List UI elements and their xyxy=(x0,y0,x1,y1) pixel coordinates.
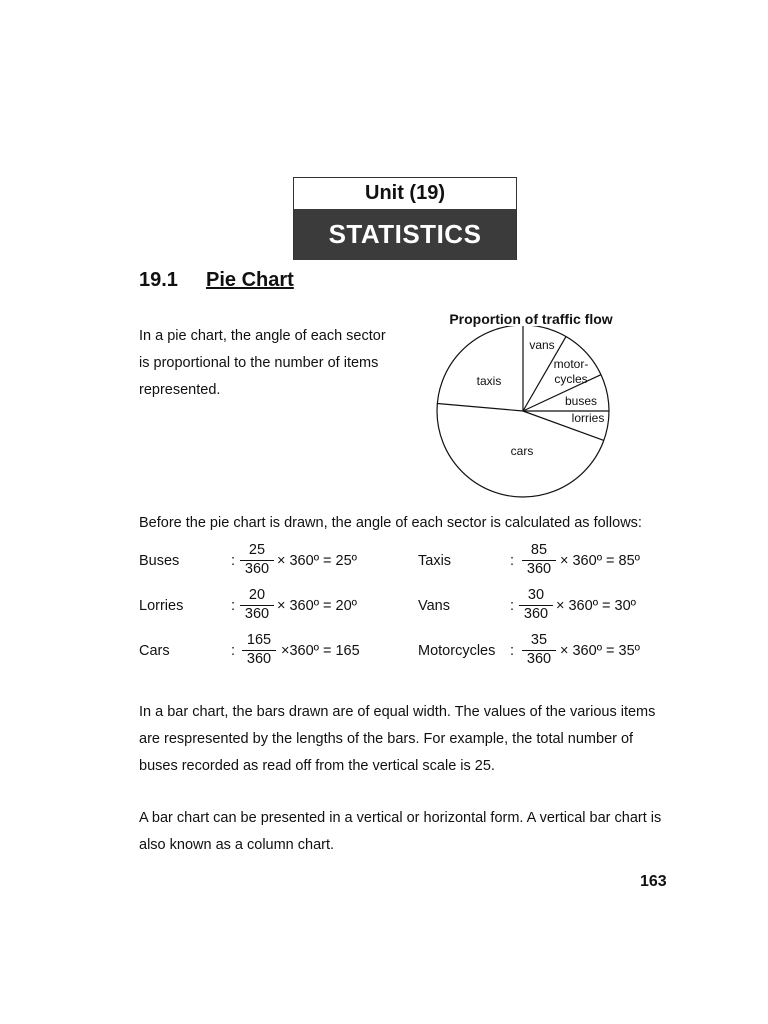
pie-label-vans: vans xyxy=(529,338,555,352)
fraction-numerator: 20 xyxy=(248,587,266,603)
fraction-denominator: 360 xyxy=(244,606,270,622)
calc-result-taxis: × 360º = 85º xyxy=(560,553,640,569)
bar-para-line: are respresented by the lengths of the bars. For example, the total number of xyxy=(139,731,634,747)
bar-form-paragraph xyxy=(139,805,661,859)
calc-colon: : xyxy=(510,553,515,569)
fraction-lorries xyxy=(240,587,274,623)
form-para-line: also known as a column chart. xyxy=(139,837,335,853)
section-number: 19.1 xyxy=(139,269,178,291)
pie-label-buses: buses xyxy=(564,394,598,408)
unit-header xyxy=(293,177,517,260)
fraction-numerator: 25 xyxy=(248,542,266,558)
intro-line: In a pie chart, the angle of each sector xyxy=(139,328,386,344)
calc-result-buses: × 360º = 25º xyxy=(277,553,357,569)
fraction-denominator: 360 xyxy=(246,651,272,667)
pie-label-taxis: taxis xyxy=(476,374,502,388)
intro-line: represented. xyxy=(139,382,221,398)
calc-label-motorcycles: Motorcycles xyxy=(418,643,496,659)
fraction-motorcycles xyxy=(522,632,556,668)
calc-colon: : xyxy=(510,598,515,614)
calc-label-buses: Buses xyxy=(139,553,180,569)
pie-chart xyxy=(430,326,620,498)
fraction-denominator: 360 xyxy=(526,651,552,667)
form-para-line: A bar chart can be presented in a vertical or horizontal form. A vertical bar chart is xyxy=(139,810,662,826)
unit-label: Unit (19) xyxy=(365,182,445,204)
calc-label-taxis: Taxis xyxy=(418,553,452,569)
calc-result-cars: ×360º = 165 xyxy=(281,643,360,659)
fraction-numerator: 85 xyxy=(530,542,548,558)
pie-label-cars: cars xyxy=(510,444,534,458)
calc-label-cars: Cars xyxy=(139,643,170,659)
calc-result-vans: × 360º = 30º xyxy=(556,598,636,614)
pie-chart-title: Proportion of traffic flow xyxy=(449,311,613,327)
bar-para-line: In a bar chart, the bars drawn are of equal width. The values of the various items xyxy=(139,704,656,720)
calc-result-lorries: × 360º = 20º xyxy=(277,598,357,614)
fraction-cars xyxy=(242,632,276,668)
fraction-taxis xyxy=(522,542,556,578)
pie-label-motor: motor- xyxy=(553,357,589,371)
calc-colon: : xyxy=(231,598,236,614)
pie-label-cycles: cycles xyxy=(554,372,588,386)
fraction-buses xyxy=(240,542,274,578)
page-number: 163 xyxy=(640,873,667,890)
fraction-numerator: 30 xyxy=(527,587,545,603)
intro-line: is proportional to the number of items xyxy=(139,355,379,371)
calc-colon: : xyxy=(231,643,236,659)
fraction-denominator: 360 xyxy=(526,561,552,577)
calc-colon: : xyxy=(231,553,236,569)
unit-band-title: STATISTICS xyxy=(294,209,516,260)
bar-para-line: buses recorded as read off from the vertical scale is 25. xyxy=(139,758,495,774)
fraction-denominator: 360 xyxy=(244,561,270,577)
calc-label-vans: Vans xyxy=(418,598,450,614)
section-title: Pie Chart xyxy=(206,269,294,291)
pie-sector-boundary-taxis xyxy=(437,404,523,412)
fraction-numerator: 165 xyxy=(246,632,272,648)
fraction-denominator: 360 xyxy=(523,606,549,622)
calc-intro: Before the pie chart is drawn, the angle of each sector is calculated as follows: xyxy=(139,515,642,531)
fraction-numerator: 35 xyxy=(530,632,548,648)
calc-colon: : xyxy=(510,643,515,659)
calc-result-motorcycles: × 360º = 35º xyxy=(560,643,640,659)
intro-paragraph xyxy=(139,323,386,404)
pie-label-lorries: lorries xyxy=(571,411,605,425)
bar-chart-paragraph xyxy=(139,699,655,780)
fraction-vans xyxy=(519,587,553,623)
calc-label-lorries: Lorries xyxy=(139,598,184,614)
